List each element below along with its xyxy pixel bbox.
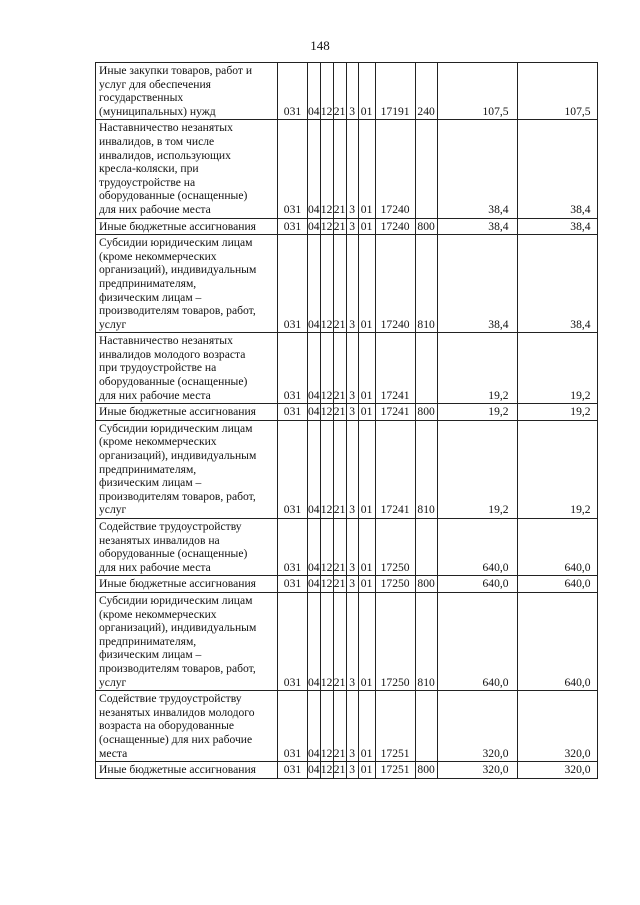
code-activity: 01 bbox=[358, 519, 375, 576]
code-program: 21 bbox=[333, 235, 346, 333]
amount-year-2: 19,2 bbox=[517, 404, 597, 421]
amount-year-1: 38,4 bbox=[437, 218, 517, 235]
amount-year-2: 38,4 bbox=[517, 235, 597, 333]
code-direction: 17250 bbox=[375, 592, 415, 690]
amount-year-2: 320,0 bbox=[517, 691, 597, 762]
amount-year-2: 38,4 bbox=[517, 218, 597, 235]
code-activity: 01 bbox=[358, 592, 375, 690]
code-admin: 031 bbox=[278, 576, 308, 593]
table-row bbox=[96, 333, 598, 404]
amount-year-2: 640,0 bbox=[517, 576, 597, 593]
amount-year-1: 19,2 bbox=[437, 420, 517, 518]
row-name: Субсидии юридическим лицам (кроме некоммерческих организаций), индивидуальным предпринимателям, физическим лицам – производителям товаров, работ, услуг bbox=[96, 592, 278, 690]
code-expense-type: 800 bbox=[415, 762, 437, 779]
row-name: Иные бюджетные ассигнования bbox=[96, 762, 278, 779]
code-subprogram: 3 bbox=[346, 333, 358, 404]
code-admin: 031 bbox=[278, 404, 308, 421]
code-direction: 17250 bbox=[375, 576, 415, 593]
table-row bbox=[96, 576, 598, 593]
table-row bbox=[96, 519, 598, 576]
code-subsection: 12 bbox=[320, 592, 333, 690]
budget-table bbox=[95, 62, 598, 779]
amount-year-1: 107,5 bbox=[437, 63, 517, 120]
code-subsection: 12 bbox=[320, 218, 333, 235]
code-direction: 17240 bbox=[375, 235, 415, 333]
code-subsection: 12 bbox=[320, 762, 333, 779]
table-row bbox=[96, 592, 598, 690]
row-name: Иные закупки товаров, работ и услуг для обеспечения государственных (муниципальных) нужд bbox=[96, 63, 278, 120]
code-program: 21 bbox=[333, 63, 346, 120]
code-activity: 01 bbox=[358, 120, 375, 218]
code-activity: 01 bbox=[358, 691, 375, 762]
code-subprogram: 3 bbox=[346, 235, 358, 333]
code-section: 04 bbox=[308, 762, 321, 779]
code-section: 04 bbox=[308, 519, 321, 576]
code-direction: 17191 bbox=[375, 63, 415, 120]
code-subprogram: 3 bbox=[346, 420, 358, 518]
code-program: 21 bbox=[333, 333, 346, 404]
code-admin: 031 bbox=[278, 691, 308, 762]
code-expense-type: 800 bbox=[415, 218, 437, 235]
code-subsection: 12 bbox=[320, 691, 333, 762]
row-name: Субсидии юридическим лицам (кроме некоммерческих организаций), индивидуальным предпринимателям, физическим лицам – производителям товаров, работ, услуг bbox=[96, 420, 278, 518]
code-activity: 01 bbox=[358, 235, 375, 333]
code-program: 21 bbox=[333, 404, 346, 421]
code-subprogram: 3 bbox=[346, 576, 358, 593]
code-section: 04 bbox=[308, 420, 321, 518]
table-row bbox=[96, 404, 598, 421]
code-activity: 01 bbox=[358, 218, 375, 235]
code-expense-type bbox=[415, 333, 437, 404]
code-direction: 17241 bbox=[375, 333, 415, 404]
amount-year-1: 320,0 bbox=[437, 691, 517, 762]
table-row bbox=[96, 235, 598, 333]
code-activity: 01 bbox=[358, 420, 375, 518]
amount-year-1: 320,0 bbox=[437, 762, 517, 779]
code-program: 21 bbox=[333, 691, 346, 762]
code-admin: 031 bbox=[278, 592, 308, 690]
code-subsection: 12 bbox=[320, 333, 333, 404]
code-admin: 031 bbox=[278, 420, 308, 518]
table-row bbox=[96, 691, 598, 762]
code-activity: 01 bbox=[358, 333, 375, 404]
code-subprogram: 3 bbox=[346, 120, 358, 218]
code-admin: 031 bbox=[278, 235, 308, 333]
code-subsection: 12 bbox=[320, 576, 333, 593]
code-direction: 17251 bbox=[375, 762, 415, 779]
amount-year-2: 640,0 bbox=[517, 519, 597, 576]
amount-year-1: 19,2 bbox=[437, 333, 517, 404]
amount-year-2: 320,0 bbox=[517, 762, 597, 779]
code-admin: 031 bbox=[278, 333, 308, 404]
code-subsection: 12 bbox=[320, 63, 333, 120]
table-row bbox=[96, 420, 598, 518]
code-section: 04 bbox=[308, 404, 321, 421]
code-activity: 01 bbox=[358, 63, 375, 120]
code-section: 04 bbox=[308, 63, 321, 120]
row-name: Иные бюджетные ассигнования bbox=[96, 218, 278, 235]
code-expense-type: 810 bbox=[415, 592, 437, 690]
amount-year-1: 19,2 bbox=[437, 404, 517, 421]
code-admin: 031 bbox=[278, 762, 308, 779]
code-admin: 031 bbox=[278, 519, 308, 576]
code-section: 04 bbox=[308, 691, 321, 762]
row-name: Иные бюджетные ассигнования bbox=[96, 404, 278, 421]
table-row bbox=[96, 762, 598, 779]
row-name: Содействие трудоустройству незанятых инвалидов молодого возраста на оборудованные (оснащенные) для них рабочие места bbox=[96, 691, 278, 762]
code-admin: 031 bbox=[278, 218, 308, 235]
code-direction: 17241 bbox=[375, 404, 415, 421]
table-row bbox=[96, 63, 598, 120]
code-section: 04 bbox=[308, 592, 321, 690]
code-admin: 031 bbox=[278, 120, 308, 218]
code-activity: 01 bbox=[358, 576, 375, 593]
amount-year-2: 640,0 bbox=[517, 592, 597, 690]
budget-table-body bbox=[96, 63, 598, 779]
row-name: Содействие трудоустройству незанятых инвалидов на оборудованные (оснащенные) для них рабочие места bbox=[96, 519, 278, 576]
code-direction: 17241 bbox=[375, 420, 415, 518]
code-program: 21 bbox=[333, 120, 346, 218]
page-number: 148 bbox=[310, 38, 330, 53]
code-activity: 01 bbox=[358, 404, 375, 421]
budget-table-container bbox=[95, 62, 598, 779]
amount-year-1: 640,0 bbox=[437, 592, 517, 690]
code-subprogram: 3 bbox=[346, 592, 358, 690]
code-expense-type: 800 bbox=[415, 404, 437, 421]
code-expense-type: 800 bbox=[415, 576, 437, 593]
code-section: 04 bbox=[308, 120, 321, 218]
amount-year-2: 19,2 bbox=[517, 333, 597, 404]
code-subsection: 12 bbox=[320, 120, 333, 218]
row-name: Наставничество незанятых инвалидов молодого возраста при трудоустройстве на оборудованные (оснащенные) для них рабочие места bbox=[96, 333, 278, 404]
table-row bbox=[96, 218, 598, 235]
code-expense-type: 810 bbox=[415, 235, 437, 333]
code-subprogram: 3 bbox=[346, 691, 358, 762]
code-program: 21 bbox=[333, 592, 346, 690]
code-program: 21 bbox=[333, 762, 346, 779]
code-expense-type bbox=[415, 691, 437, 762]
code-direction: 17240 bbox=[375, 120, 415, 218]
code-subsection: 12 bbox=[320, 519, 333, 576]
code-section: 04 bbox=[308, 333, 321, 404]
amount-year-1: 640,0 bbox=[437, 519, 517, 576]
code-activity: 01 bbox=[358, 762, 375, 779]
code-section: 04 bbox=[308, 576, 321, 593]
code-subsection: 12 bbox=[320, 404, 333, 421]
row-name: Наставничество незанятых инвалидов, в том числе инвалидов, использующих кресла-коляски, при трудоустройстве на оборудованные (оснащенные) для них рабочие места bbox=[96, 120, 278, 218]
code-direction: 17250 bbox=[375, 519, 415, 576]
amount-year-1: 38,4 bbox=[437, 120, 517, 218]
code-expense-type: 810 bbox=[415, 420, 437, 518]
code-subsection: 12 bbox=[320, 235, 333, 333]
code-program: 21 bbox=[333, 519, 346, 576]
code-section: 04 bbox=[308, 218, 321, 235]
amount-year-2: 38,4 bbox=[517, 120, 597, 218]
code-direction: 17240 bbox=[375, 218, 415, 235]
code-expense-type: 240 bbox=[415, 63, 437, 120]
code-program: 21 bbox=[333, 576, 346, 593]
code-program: 21 bbox=[333, 218, 346, 235]
code-direction: 17251 bbox=[375, 691, 415, 762]
amount-year-2: 107,5 bbox=[517, 63, 597, 120]
code-subsection: 12 bbox=[320, 420, 333, 518]
amount-year-1: 640,0 bbox=[437, 576, 517, 593]
row-name: Субсидии юридическим лицам (кроме некоммерческих организаций), индивидуальным предпринимателям, физическим лицам – производителям товаров, работ, услуг bbox=[96, 235, 278, 333]
code-subprogram: 3 bbox=[346, 762, 358, 779]
amount-year-2: 19,2 bbox=[517, 420, 597, 518]
code-subprogram: 3 bbox=[346, 404, 358, 421]
code-expense-type bbox=[415, 120, 437, 218]
code-subprogram: 3 bbox=[346, 218, 358, 235]
code-section: 04 bbox=[308, 235, 321, 333]
code-expense-type bbox=[415, 519, 437, 576]
code-program: 21 bbox=[333, 420, 346, 518]
code-admin: 031 bbox=[278, 63, 308, 120]
code-subprogram: 3 bbox=[346, 63, 358, 120]
amount-year-1: 38,4 bbox=[437, 235, 517, 333]
row-name: Иные бюджетные ассигнования bbox=[96, 576, 278, 593]
code-subprogram: 3 bbox=[346, 519, 358, 576]
table-row bbox=[96, 120, 598, 218]
